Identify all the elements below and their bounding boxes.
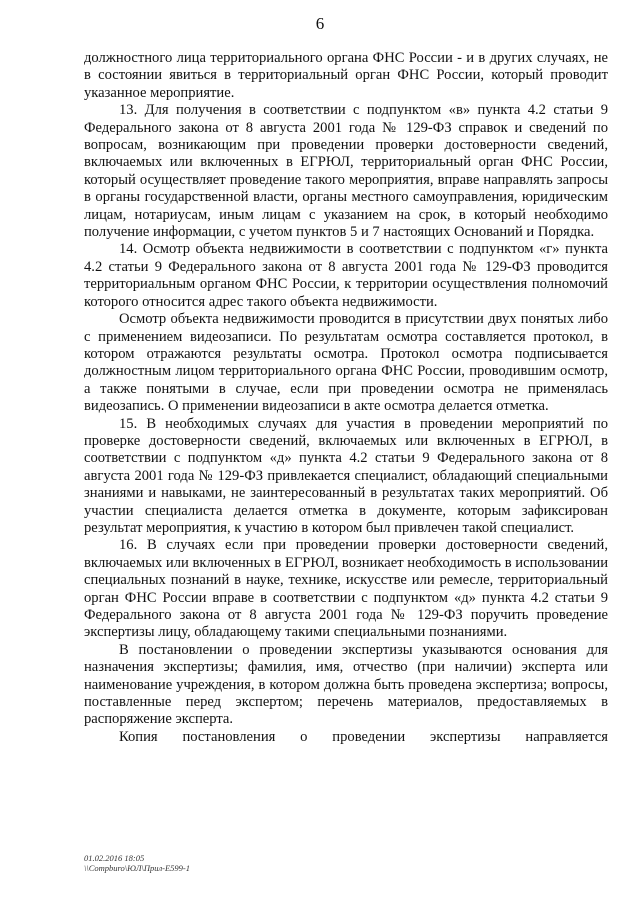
paragraph-item-14: 14. Осмотр объекта недвижимости в соответствии с подпунктом «г» пункта 4.2 статьи 9 Федерального закона от 8 августа 2001 года № 129-ФЗ проводится территориальным органом ФНС России, к территории осуществления полномочий которого относится адрес такого объекта недвижимости. <box>84 241 608 310</box>
paragraph-continuation: должностного лица территориального органа ФНС России - и в других случаях, не в состоянии явиться в территориальный орган ФНС России, который проводит указанное мероприятие. <box>84 50 608 101</box>
paragraph-item-15: 15. В необходимых случаях для участия в проведении мероприятий по проверке достоверности сведений, включаемых или включенных в ЕГРЮЛ, в соответствии с подпунктом «д» пункта 4.2 статьи 9 Федерального закона от 8 августа 2001 года № 129-ФЗ привлекается специалист, обладающий специальными знаниями и навыками, не заинтересованный в результатах таких мероприятий. Об участии специалиста делается отметка в документе, которым зафиксирован результат мероприятия, к участию в котором был привлечен такой специалист. <box>84 415 608 536</box>
paragraph-item-16: 16. В случаях если при проведении проверки достоверности сведений, включаемых или включенных в ЕГРЮЛ, возникает необходимость в использовании специальных познаний в науке, технике, искусстве или ремесле, территориальный орган ФНС России вправе в соответствии с подпунктом «д» пункта 4.2 статьи 9 Федерального закона от 8 августа 2001 года № 129-ФЗ поручить проведение экспертизы лицу, обладающему такими специальными познаниями. <box>84 537 608 641</box>
file-footer <box>84 853 190 873</box>
page-number: 6 <box>315 14 325 33</box>
paragraph-resolution-copy: Копия постановления о проведении экспертизы направляется <box>119 728 608 745</box>
document-body <box>84 50 608 746</box>
footer-timestamp: 01.02.2016 18:05 <box>84 853 145 863</box>
footer-file-path: \\Compburo\ЮЛ\Прил-Е599-1 <box>84 863 191 873</box>
paragraph-inspection-procedure: Осмотр объекта недвижимости проводится в присутствии двух понятых либо с применением видеозаписи. По результатам осмотра составляется протокол, в котором отражаются результаты осмотра. Протокол осмотра подписывается должностным лицом территориального органа ФНС России, проводившим осмотр, а также понятыми в случае, если при проведении осмотра не применялась видеозапись. О применении видеозаписи в акте осмотра делается отметка. <box>84 311 608 415</box>
paragraph-item-13: 13. Для получения в соответствии с подпунктом «в» пункта 4.2 статьи 9 Федерального закона от 8 августа 2001 года № 129-ФЗ справок и сведений по вопросам, возникающим при проведении проверки достоверности сведений, включаемых или включенных в ЕГРЮЛ, территориальный орган ФНС России, который осуществляет проведение такого мероприятия, вправе направлять запросы в органы государственной власти, органы местного самоуправления, юридическим лицам, нотариусам, иным лицам с указанием на срок, в который необходимо получение информации, с учетом пунктов 5 и 7 настоящих Оснований и Порядка. <box>84 102 608 241</box>
paragraph-expertise-resolution: В постановлении о проведении экспертизы указываются основания для назначения экспертизы; фамилия, имя, отчество (при наличии) эксперта или наименование учреждения, в котором должна быть проведена экспертиза; вопросы, поставленные перед экспертом; перечень материалов, предоставляемых в распоряжение эксперта. <box>84 641 608 728</box>
